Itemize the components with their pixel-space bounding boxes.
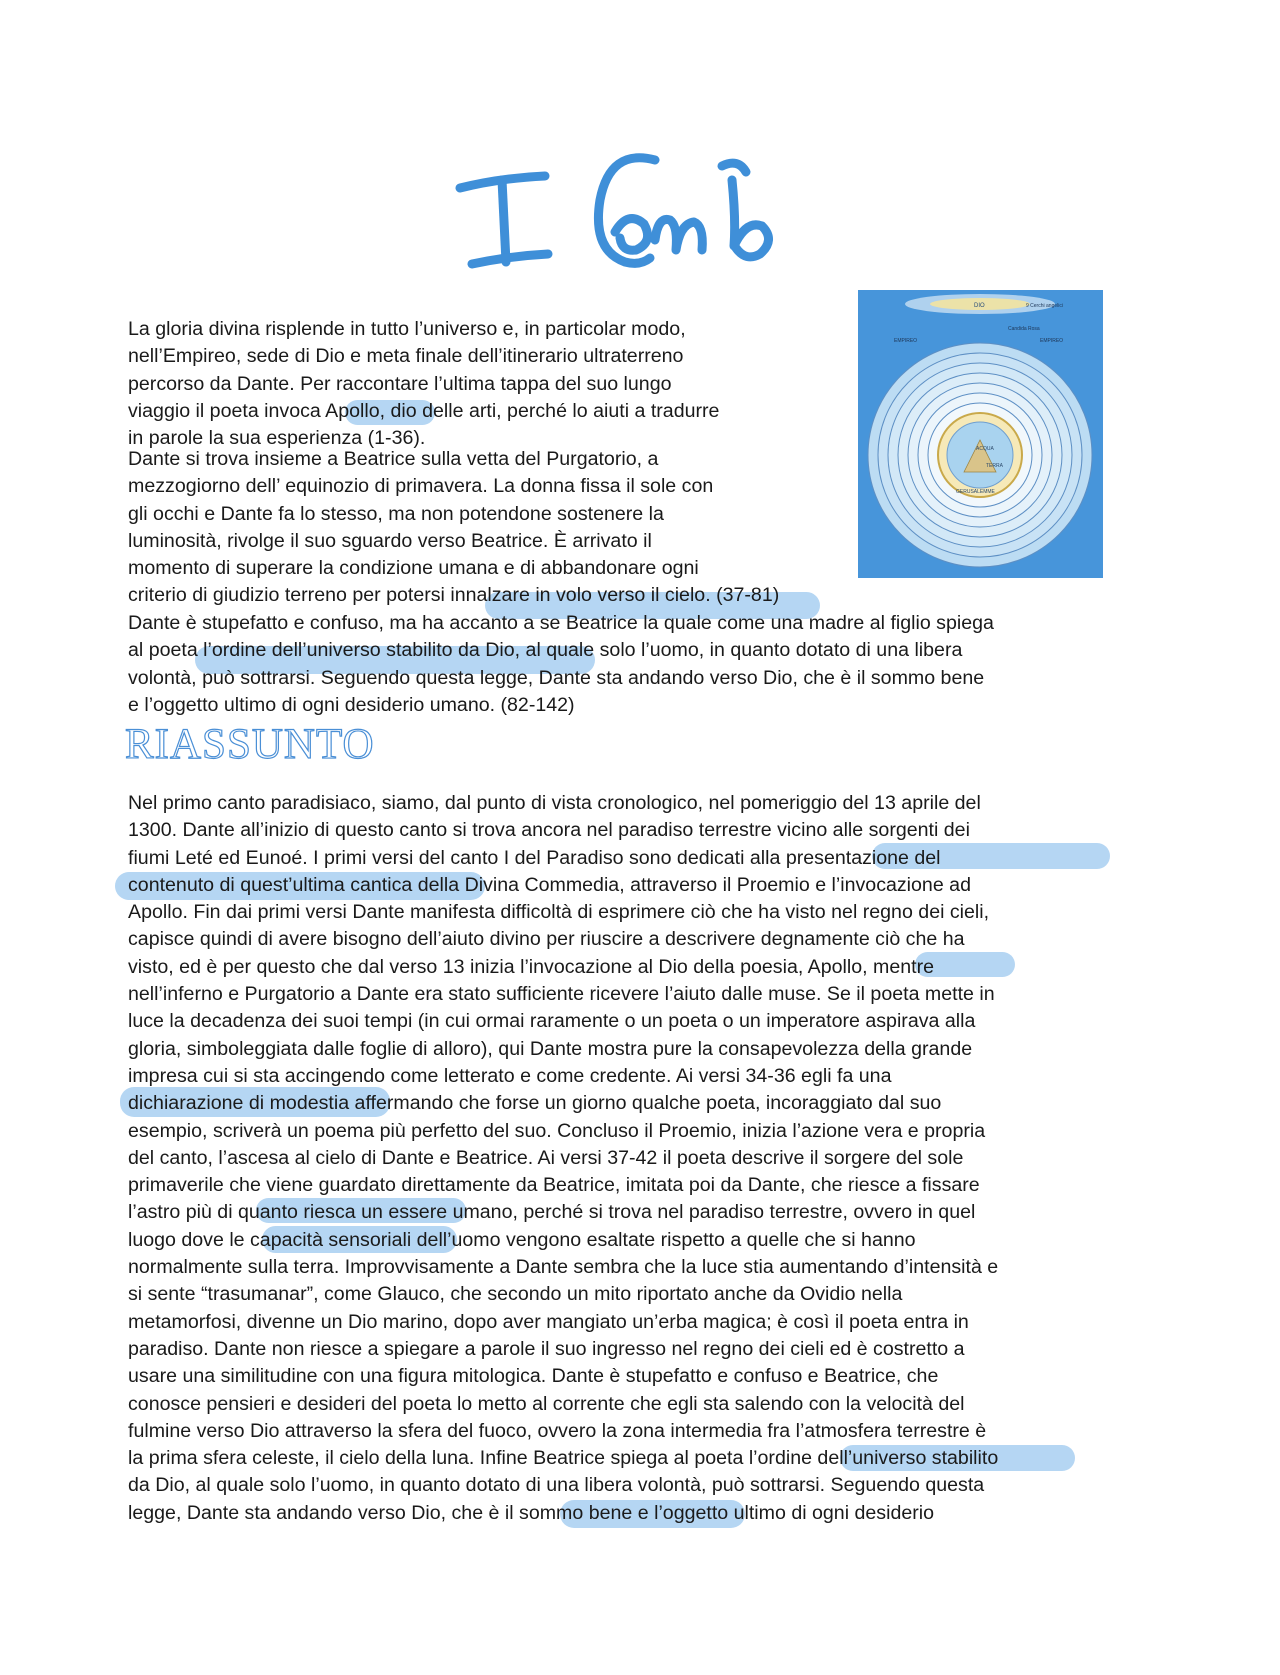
label-terra: TERRA [986, 463, 1003, 469]
text-line: luce la decadenza dei suoi tempi (in cui ormai raramente o un poeta o un imperatore aspirava alla [128, 1010, 976, 1033]
text-line: al poeta l’ordine dell’universo stabilito da Dio, al quale solo l’uomo, in quanto dotato di una libera [128, 639, 963, 662]
intro-paragraph-2 [128, 446, 779, 610]
intro-paragraph-1 [128, 316, 719, 452]
text-line: impresa cui si sta accingendo come letterato e come credente. Ai versi 34-36 egli fa una [128, 1064, 892, 1087]
label-cerchi: 9 Cerchi angelici [1026, 303, 1063, 309]
text-line: momento di superare la condizione umana e di abbandonare ogni [128, 557, 699, 580]
text-line: nell’Empireo, sede di Dio e meta finale dell’itinerario ultraterreno [128, 345, 684, 368]
text-line: usare una similitudine con una figura mitologica. Dante è stupefatto e confuso e Beatrice, che [128, 1365, 939, 1388]
text-line: in parole la sua esperienza (1-36). [128, 427, 426, 450]
text-line: paradiso. Dante non riesce a spiegare a parole il suo ingresso nel regno dei cieli ed è costretto a [128, 1337, 965, 1360]
text-line: e l’oggetto ultimo di ogni desiderio umano. (82-142) [128, 693, 575, 716]
text-line: visto, ed è per questo che dal verso 13 inizia l’invocazione al Dio della poesia, Apollo, mentre [128, 955, 934, 978]
text-line: contenuto di quest’ultima cantica della Divina Commedia, attraverso il Proemio e l’invocazione ad [128, 873, 971, 896]
cosmos-diagram-image [858, 290, 1103, 578]
summary-heading: RIASSUNTO [125, 721, 375, 768]
text-line: viaggio il poeta invoca Apollo, dio delle arti, perché lo aiuti a tradurre [128, 399, 720, 422]
text-line: Apollo. Fin dai primi versi Dante manifesta difficoltà di esprimere ciò che ha visto nel regno dei cieli, [128, 901, 990, 924]
text-line: Dante è stupefatto e confuso, ma ha accanto a se Beatrice la quale come una madre al figlio spiega [128, 612, 994, 634]
text-line: dichiarazione di modestia affermando che forse un giorno qualche poeta, incoraggiato dal suo [128, 1092, 942, 1115]
text-line: capisce quindi di avere bisogno dell’aiuto divino per riuscire a descrivere degnamente ciò che ha [128, 928, 965, 951]
text-line: da Dio, al quale solo l’uomo, in quanto dotato di una libera volontà, può sottrarsi. Seguendo questa [128, 1474, 985, 1497]
text-line: metamorfosi, divenne un Dio marino, dopo aver mangiato un’erba magica; è così il poeta entra in [128, 1310, 969, 1333]
text-line: normalmente sulla terra. Improvvisamente a Dante sembra che la luce stia aumentando d’intensità e [128, 1256, 999, 1279]
label-candida-rosa: Candida Rosa [1008, 326, 1040, 332]
text-line: la prima sfera celeste, il cielo della luna. Infine Beatrice spiega al poeta l’ordine dell’universo stabilito [128, 1447, 999, 1470]
handwritten-title [450, 140, 830, 290]
text-line: legge, Dante sta andando verso Dio, che è il sommo bene e l’oggetto ultimo di ogni desiderio [128, 1501, 935, 1524]
text-line: mezzogiorno dell’ equinozio di primavera. La donna fissa il sole con [128, 475, 714, 498]
text-line: fiumi Leté ed Eunoé. I primi versi del canto I del Paradiso sono dedicati alla presentazione del [128, 846, 941, 869]
text-line: La gloria divina risplende in tutto l’universo e, in particolar modo, [128, 318, 686, 340]
paradise-diagram [858, 290, 1103, 578]
text-line: esempio, scriverà un poema più perfetto del suo. Concluso il Proemio, inizia l’azione vera e propria [128, 1119, 986, 1142]
text-line: del canto, l’ascesa al cielo di Dante e Beatrice. Ai versi 37-42 il poeta descrive il sorgere del sole [128, 1146, 964, 1169]
label-empireo-left: EMPIREO [894, 338, 918, 344]
label-acqua: ACQUA [976, 446, 994, 452]
label-dio: DIO [974, 303, 985, 309]
text-line: luminosità, rivolge il suo sguardo verso Beatrice. È arrivato il [128, 529, 652, 552]
text-line: si sente “trasumanar”, come Glauco, che secondo un mito riportato anche da Ovidio nella [128, 1283, 903, 1306]
text-line: volontà, può sottrarsi. Seguendo questa legge, Dante sta andando verso Dio, che è il sommo bene [128, 666, 985, 689]
text-line: gli occhi e Dante fa lo stesso, ma non potendone sostenere la [128, 502, 664, 525]
text-line: criterio di giudizio terreno per potersi innalzare in volo verso il cielo. (37-81) [128, 584, 780, 607]
text-line: Nel primo canto paradisiaco, siamo, dal punto di vista cronologico, nel pomeriggio del 13 aprile del [128, 792, 981, 814]
text-line: l’astro più di quanto riesca un essere umano, perché si trova nel paradiso terrestre, ovvero in quel [128, 1201, 976, 1224]
text-line: Dante si trova insieme a Beatrice sulla vetta del Purgatorio, a [128, 448, 659, 470]
text-line: percorso da Dante. Per raccontare l’ultima tappa del suo lungo [128, 372, 672, 395]
text-line: 1300. Dante all’inizio di questo canto si trova ancora nel paradiso terrestre vicino alle sorgenti dei [128, 819, 970, 842]
text-line: fulmine verso Dio attraverso la sfera del fuoco, ovvero la zona intermedia fra l’atmosfera terrestre è [128, 1419, 987, 1442]
text-line: primaverile che viene guardato direttamente da Beatrice, imitata poi da Dante, che riesce a fissare [128, 1174, 980, 1197]
label-gerusalemme: GERUSALEMME [956, 489, 995, 495]
intro-paragraph-3 [128, 610, 994, 719]
label-empireo-right: EMPIREO [1040, 338, 1064, 344]
summary-paragraph [128, 790, 998, 1527]
text-line: luogo dove le capacità sensoriali dell’uomo vengono esaltate rispetto a quelle che si hanno [128, 1228, 916, 1251]
text-line: gloria, simboleggiata dalle foglie di alloro), qui Dante mostra pure la consapevolezza della grande [128, 1037, 973, 1060]
text-line: nell’inferno e Purgatorio a Dante era stato sufficiente ricevere l’aiuto dalle muse. Se il poeta mette in [128, 983, 995, 1006]
text-line: conosce pensieri e desideri del poeta lo metto al corrente che egli sta salendo con la velocità del [128, 1392, 965, 1415]
